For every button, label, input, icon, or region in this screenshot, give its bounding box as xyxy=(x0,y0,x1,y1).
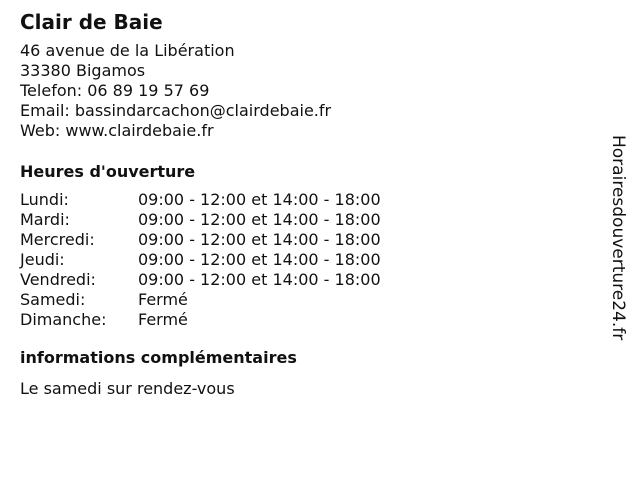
time-value: 09:00 - 12:00 et 14:00 - 18:00 xyxy=(138,250,381,269)
hours-row-sunday xyxy=(20,310,600,330)
hours-row-friday xyxy=(20,270,600,290)
day-label: Mardi: xyxy=(20,210,70,229)
day-label: Jeudi: xyxy=(20,250,65,269)
hours-row-saturday xyxy=(20,290,600,310)
business-name: Clair de Baie xyxy=(20,10,163,34)
additional-info-heading: informations complémentaires xyxy=(20,348,297,367)
day-label: Samedi: xyxy=(20,290,86,309)
watermark xyxy=(604,135,632,375)
opening-hours-table xyxy=(20,190,600,330)
day-label: Dimanche: xyxy=(20,310,107,329)
time-value: Fermé xyxy=(138,290,188,309)
hours-row-monday xyxy=(20,190,600,210)
business-card xyxy=(20,10,600,399)
hours-row-wednesday xyxy=(20,230,600,250)
day-label: Lundi: xyxy=(20,190,69,209)
watermark-text: Horairesdouverture24.fr xyxy=(608,135,628,341)
phone-line: Telefon: 06 89 19 57 69 xyxy=(20,81,210,100)
time-value: 09:00 - 12:00 et 14:00 - 18:00 xyxy=(138,270,381,289)
time-value: Fermé xyxy=(138,310,188,329)
hours-row-tuesday xyxy=(20,210,600,230)
time-value: 09:00 - 12:00 et 14:00 - 18:00 xyxy=(138,210,381,229)
opening-hours-heading: Heures d'ouverture xyxy=(20,162,196,181)
day-label: Mercredi: xyxy=(20,230,95,249)
time-value: 09:00 - 12:00 et 14:00 - 18:00 xyxy=(138,230,381,249)
email-line: Email: bassindarcachon@clairdebaie.fr xyxy=(20,101,332,120)
additional-info-text: Le samedi sur rendez-vous xyxy=(20,379,235,398)
web-line: Web: www.clairdebaie.fr xyxy=(20,121,214,140)
hours-row-thursday xyxy=(20,250,600,270)
day-label: Vendredi: xyxy=(20,270,96,289)
address-city: 33380 Bigamos xyxy=(20,61,146,80)
address-street: 46 avenue de la Libération xyxy=(20,41,235,60)
time-value: 09:00 - 12:00 et 14:00 - 18:00 xyxy=(138,190,381,209)
